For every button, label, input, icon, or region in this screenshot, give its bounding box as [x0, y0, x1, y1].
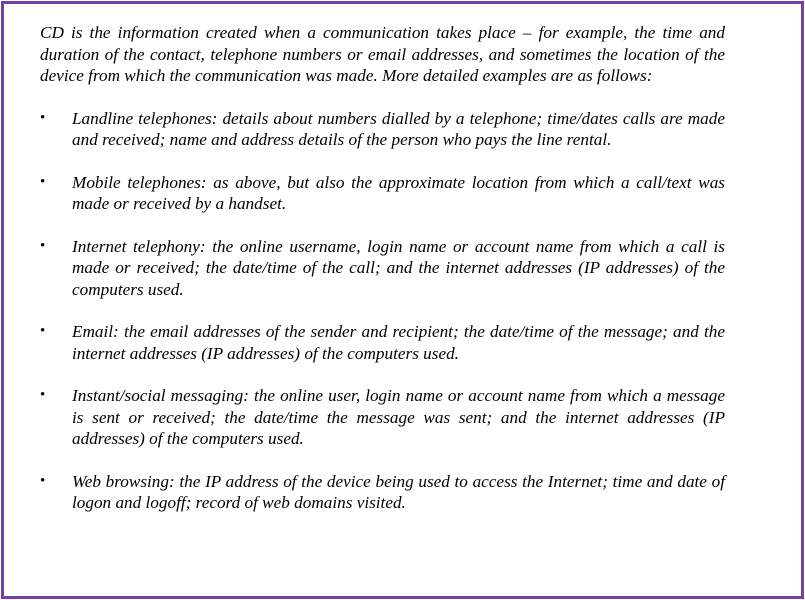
list-item-text: Landline telephones: details about numbers dialled by a telephone; time/dates calls are made and received; name and address details of the person who pays the line rental.	[72, 108, 725, 149]
list-item-text: Instant/social messaging: the online user, login name or account name from which a message is sent or received; the date/time the message was sent; and the internet addresses (IP addresses) of the computers used.	[72, 386, 725, 448]
bullet-icon: •	[40, 387, 46, 403]
list-item-text: Email: the email addresses of the sender and recipient; the date/time of the message; and the internet addresses (IP addresses) of the computers used.	[72, 322, 725, 363]
list-item-text: Web browsing: the IP address of the device being used to access the Internet; time and date of logon and logoff; record of web domains visited.	[72, 471, 725, 512]
document-frame	[1, 1, 804, 599]
bullet-icon: •	[40, 472, 46, 489]
bullet-icon: •	[40, 173, 46, 190]
list-item-mobile	[40, 172, 725, 215]
list-item-web-browsing	[40, 471, 725, 514]
intro-paragraph: CD is the information created when a communication takes place – for example, the time and duration of the contact, telephone numbers or email addresses, and sometimes the location of the device from which the communication was made. More detailed examples are as follows:	[40, 23, 725, 85]
bullet-icon: •	[40, 323, 46, 339]
list-item-text: Internet telephony: the online username, login name or account name from which a call is made or received; the date/time of the call; and the internet addresses (IP addresses) of the computers used.	[72, 236, 725, 299]
list-item-messaging	[40, 385, 725, 450]
list-item-text: Mobile telephones: as above, but also the approximate location from which a call/text was made or received by a handset.	[72, 172, 725, 213]
examples-list	[40, 108, 725, 514]
list-item-landline	[40, 108, 725, 151]
list-item-internet-telephony	[40, 236, 725, 301]
bullet-icon: •	[40, 237, 46, 254]
bullet-icon: •	[40, 109, 46, 126]
document-body	[40, 22, 725, 514]
list-item-email	[40, 321, 725, 364]
